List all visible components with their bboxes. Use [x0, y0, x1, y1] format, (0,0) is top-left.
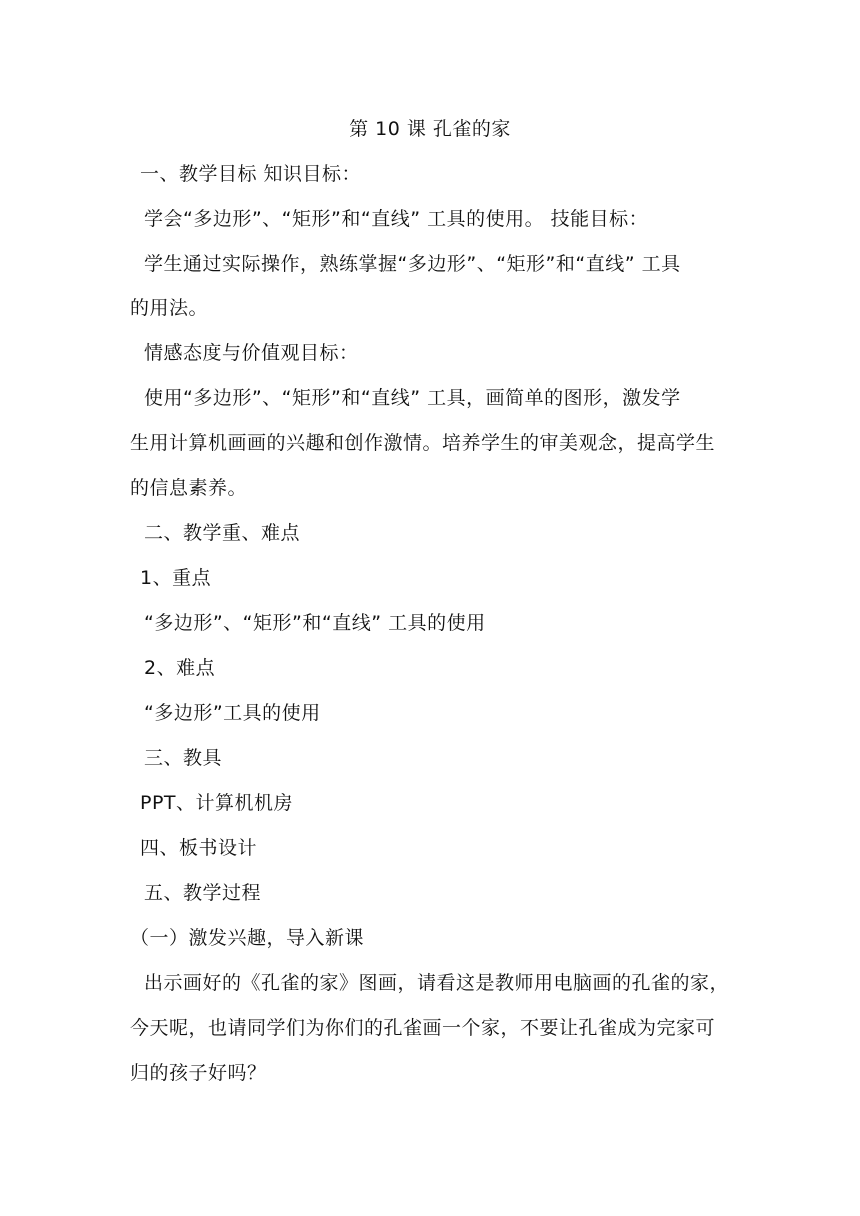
- section-heading: 五、教学过程: [144, 882, 262, 904]
- section-heading: 二、教学重、难点: [144, 522, 301, 544]
- subsection-heading: 1、重点: [140, 567, 212, 589]
- text-line: 使用“多边形”、“矩形”和“直线” 工具，画简单的图形，激发学: [144, 387, 681, 409]
- page-title: 第 10 课 孔雀的家: [349, 118, 511, 140]
- text-line: 出示画好的《孔雀的家》图画，请看这是教师用电脑画的孔雀的家，: [144, 972, 730, 994]
- section-heading: 四、板书设计: [140, 837, 258, 859]
- text-line: 今天呢，也请同学们为你们的孔雀画一个家，不要让孔雀成为完家可: [130, 1017, 716, 1039]
- text-line: “多边形”、“矩形”和“直线” 工具的使用: [144, 612, 486, 634]
- text-line: 生用计算机画画的兴趣和创作激情。培养学生的审美观念，提高学生: [130, 432, 716, 454]
- text-line: PPT、计算机机房: [140, 792, 294, 814]
- subsection-heading: 2、难点: [144, 657, 216, 679]
- text-line: 的用法。: [130, 297, 209, 319]
- text-line: 的信息素养。: [130, 477, 248, 499]
- text-line: 学生通过实际操作，熟练掌握“多边形”、“矩形”和“直线” 工具: [144, 253, 681, 275]
- subsection-heading: （一）激发兴趣，导入新课: [130, 927, 365, 949]
- text-line: 情感态度与价值观目标：: [144, 342, 359, 364]
- text-line: 一、教学目标 知识目标：: [140, 163, 362, 185]
- text-line: 归的孩子好吗？: [130, 1062, 267, 1084]
- section-heading: 三、教具: [144, 747, 223, 769]
- text-line: 学会“多边形”、“矩形”和“直线” 工具的使用。 技能目标：: [144, 208, 649, 230]
- text-line: “多边形”工具的使用: [144, 702, 321, 724]
